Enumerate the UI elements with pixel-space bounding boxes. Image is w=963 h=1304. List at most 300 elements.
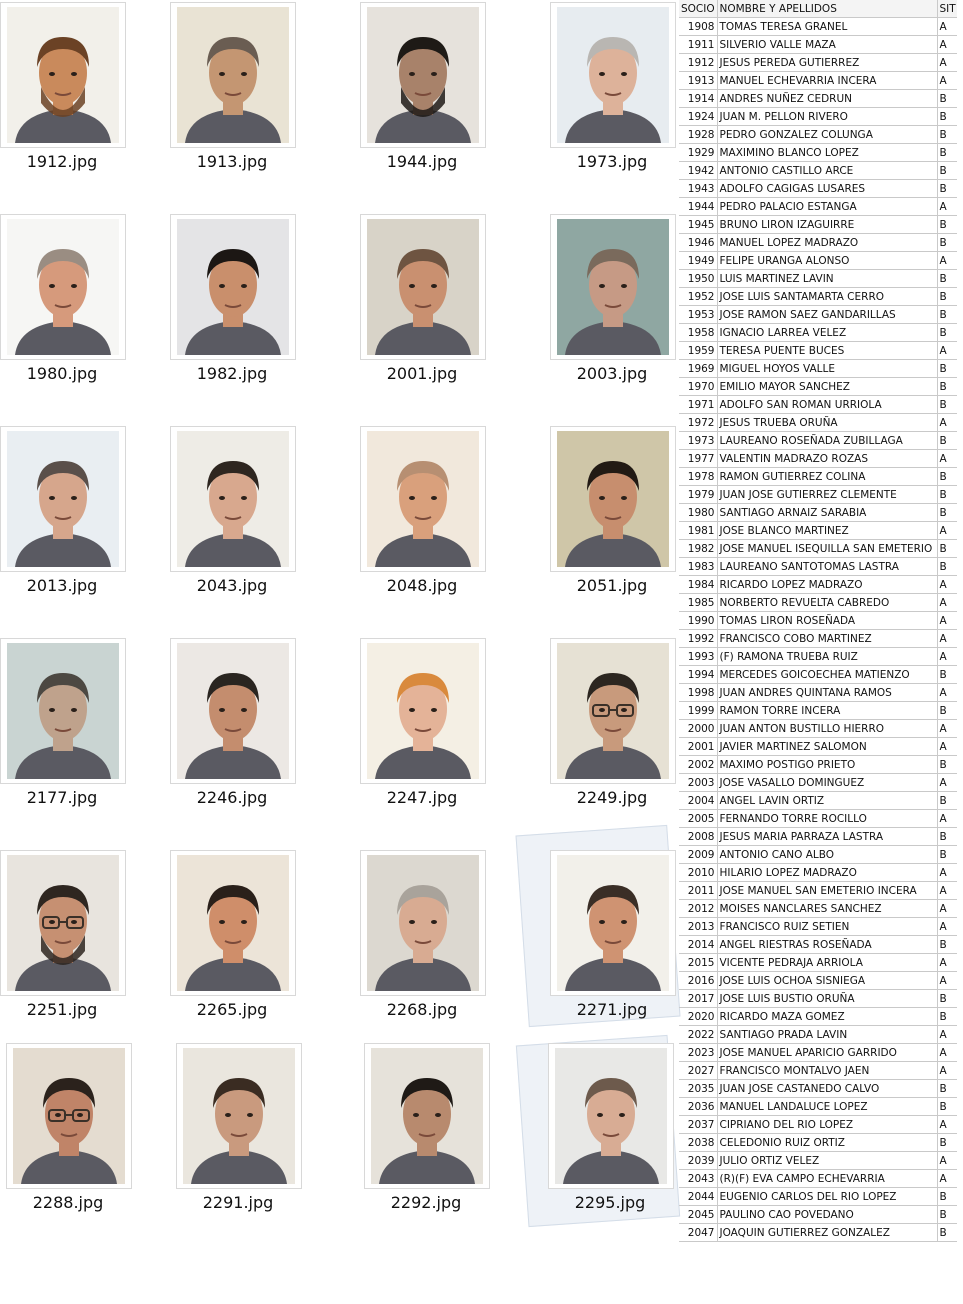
cell-name: MERCEDES GOICOECHEA MATIENZO: [717, 666, 937, 684]
photo-filename[interactable]: 2051.jpg: [576, 576, 648, 595]
cell-name: JOSE MANUEL APARICIO GARRIDO: [717, 1044, 937, 1062]
cell-sit: A: [937, 54, 957, 72]
photo-thumbnail[interactable]: [360, 426, 486, 572]
cell-sit: B: [937, 792, 957, 810]
cell-socio: 2004: [679, 792, 717, 810]
cell-sit: B: [937, 486, 957, 504]
cell-socio: 1970: [679, 378, 717, 396]
cell-socio: 1958: [679, 324, 717, 342]
cell-name: EMILIO MAYOR SANCHEZ: [717, 378, 937, 396]
cell-sit: B: [937, 306, 957, 324]
table-row: [679, 702, 957, 720]
cell-socio: 2043: [679, 1170, 717, 1188]
portrait-image: [7, 855, 119, 991]
cell-sit: A: [937, 810, 957, 828]
cell-socio: 1945: [679, 216, 717, 234]
cell-name: IGNACIO LARREA VELEZ: [717, 324, 937, 342]
portrait-image: [557, 219, 669, 355]
portrait-image: [367, 431, 479, 567]
portrait-image: [7, 7, 119, 143]
cell-name: RICARDO MAZA GOMEZ: [717, 1008, 937, 1026]
photo-filename[interactable]: 2043.jpg: [196, 576, 268, 595]
photo-thumbnail[interactable]: [170, 2, 296, 148]
cell-name: LAUREANO SANTOTOMAS LASTRA: [717, 558, 937, 576]
table-row: [679, 234, 957, 252]
photo-thumbnail[interactable]: [548, 1043, 674, 1189]
cell-name: VALENTIN MADRAZO ROZAS: [717, 450, 937, 468]
table-row: [679, 630, 957, 648]
cell-socio: 1973: [679, 432, 717, 450]
cell-sit: B: [937, 666, 957, 684]
table-row: [679, 954, 957, 972]
photo-tile[interactable]: [170, 214, 320, 404]
table-row: [679, 522, 957, 540]
cell-name: (F) RAMONA TRUEBA RUIZ: [717, 648, 937, 666]
cell-socio: 2002: [679, 756, 717, 774]
cell-sit: B: [937, 1008, 957, 1026]
table-row: [679, 738, 957, 756]
photo-tile[interactable]: [548, 1043, 698, 1233]
column-header-sit: SIT: [937, 0, 957, 18]
cell-sit: B: [937, 432, 957, 450]
photo-thumbnail[interactable]: [176, 1043, 302, 1189]
cell-name: BRUNO LIRON IZAGUIRRE: [717, 216, 937, 234]
photo-tile[interactable]: [360, 850, 510, 1040]
cell-sit: A: [937, 684, 957, 702]
portrait-image: [367, 219, 479, 355]
table-row: [679, 990, 957, 1008]
photo-tile[interactable]: [550, 850, 700, 1040]
cell-sit: A: [937, 594, 957, 612]
cell-name: FELIPE URANGA ALONSO: [717, 252, 937, 270]
photo-thumbnail[interactable]: [550, 426, 676, 572]
table-row: [679, 1098, 957, 1116]
cell-socio: 1982: [679, 540, 717, 558]
cell-name: MAXIMO POSTIGO PRIETO: [717, 756, 937, 774]
cell-socio: 1942: [679, 162, 717, 180]
table-row: [679, 936, 957, 954]
cell-sit: A: [937, 1062, 957, 1080]
table-row: [679, 306, 957, 324]
cell-name: JUAN ANDRES QUINTANA RAMOS: [717, 684, 937, 702]
table-row: [679, 684, 957, 702]
cell-name: JESUS MARIA PARRAZA LASTRA: [717, 828, 937, 846]
cell-name: RAMON GUTIERREZ COLINA: [717, 468, 937, 486]
cell-name: MANUEL LANDALUCE LOPEZ: [717, 1098, 937, 1116]
photo-filename[interactable]: 1982.jpg: [196, 364, 268, 383]
table-row: [679, 144, 957, 162]
table-row: [679, 180, 957, 198]
cell-sit: B: [937, 360, 957, 378]
portrait-image: [557, 7, 669, 143]
cell-name: MANUEL LOPEZ MADRAZO: [717, 234, 937, 252]
photo-filename[interactable]: 2271.jpg: [576, 1000, 648, 1019]
cell-socio: 1998: [679, 684, 717, 702]
photo-filename[interactable]: 2001.jpg: [386, 364, 458, 383]
photo-filename[interactable]: 1913.jpg: [196, 152, 268, 171]
cell-name: CELEDONIO RUIZ ORTIZ: [717, 1134, 937, 1152]
table-row: [679, 1224, 957, 1242]
cell-name: JESUS TRUEBA ORUÑA: [717, 414, 937, 432]
table-row: [679, 774, 957, 792]
portrait-image: [557, 431, 669, 567]
cell-name: JULIO ORTIZ VELEZ: [717, 1152, 937, 1170]
portrait-image: [367, 643, 479, 779]
cell-socio: 1994: [679, 666, 717, 684]
cell-sit: B: [937, 126, 957, 144]
portrait-image: [7, 219, 119, 355]
photo-tile[interactable]: [176, 1043, 326, 1233]
cell-socio: 1985: [679, 594, 717, 612]
cell-name: JUAN M. PELLON RIVERO: [717, 108, 937, 126]
cell-socio: 1949: [679, 252, 717, 270]
cell-sit: B: [937, 558, 957, 576]
photo-thumbnail[interactable]: [0, 850, 126, 996]
photo-filename[interactable]: 1980.jpg: [26, 364, 98, 383]
table-row: [679, 252, 957, 270]
cell-sit: A: [937, 1152, 957, 1170]
cell-socio: 1911: [679, 36, 717, 54]
cell-sit: B: [937, 990, 957, 1008]
cell-socio: 1979: [679, 486, 717, 504]
cell-socio: 2015: [679, 954, 717, 972]
photo-tile[interactable]: [550, 2, 700, 192]
cell-socio: 1978: [679, 468, 717, 486]
cell-socio: 2036: [679, 1098, 717, 1116]
table-row: [679, 900, 957, 918]
cell-socio: 1929: [679, 144, 717, 162]
portrait-image: [177, 219, 289, 355]
cell-socio: 2013: [679, 918, 717, 936]
table-row: [679, 540, 957, 558]
cell-name: (R)(F) EVA CAMPO ECHEVARRIA: [717, 1170, 937, 1188]
table-row: [679, 324, 957, 342]
photo-tile[interactable]: [0, 426, 150, 616]
cell-name: JUAN JOSE CASTANEDO CALVO: [717, 1080, 937, 1098]
cell-name: JESUS PEREDA GUTIERREZ: [717, 54, 937, 72]
table-row: [679, 162, 957, 180]
cell-name: CIPRIANO DEL RIO LOPEZ: [717, 1116, 937, 1134]
table-header-row: [679, 0, 957, 18]
cell-socio: 1908: [679, 18, 717, 36]
table-row: [679, 90, 957, 108]
cell-name: PEDRO PALACIO ESTANGA: [717, 198, 937, 216]
photo-filename[interactable]: 2177.jpg: [26, 788, 98, 807]
cell-sit: B: [937, 1224, 957, 1242]
photo-filename[interactable]: 2013.jpg: [26, 576, 98, 595]
portrait-image: [367, 855, 479, 991]
photo-tile[interactable]: [550, 638, 700, 828]
photo-tile[interactable]: [360, 2, 510, 192]
cell-socio: 1990: [679, 612, 717, 630]
cell-name: JUAN JOSE GUTIERREZ CLEMENTE: [717, 486, 937, 504]
cell-sit: A: [937, 612, 957, 630]
table-row: [679, 576, 957, 594]
table-row: [679, 1062, 957, 1080]
cell-socio: 1977: [679, 450, 717, 468]
photo-tile[interactable]: [364, 1043, 514, 1233]
cell-name: ANTONIO CANO ALBO: [717, 846, 937, 864]
cell-sit: A: [937, 414, 957, 432]
table-row: [679, 648, 957, 666]
cell-name: RICARDO LOPEZ MADRAZO: [717, 576, 937, 594]
cell-name: SILVERIO VALLE MAZA: [717, 36, 937, 54]
photo-filename[interactable]: 1944.jpg: [386, 152, 458, 171]
photo-thumbnail[interactable]: [550, 638, 676, 784]
photo-thumbnail[interactable]: [170, 426, 296, 572]
cell-socio: 1984: [679, 576, 717, 594]
cell-name: LAUREANO ROSEÑADA ZUBILLAGA: [717, 432, 937, 450]
cell-sit: A: [937, 1116, 957, 1134]
cell-socio: 1969: [679, 360, 717, 378]
cell-socio: 2020: [679, 1008, 717, 1026]
cell-name: ADOLFO SAN ROMAN URRIOLA: [717, 396, 937, 414]
photo-thumbnail[interactable]: [170, 214, 296, 360]
table-row: [679, 18, 957, 36]
photo-tile[interactable]: [550, 426, 700, 616]
cell-socio: 2045: [679, 1206, 717, 1224]
table-row: [679, 108, 957, 126]
cell-name: FRANCISCO MONTALVO JAEN: [717, 1062, 937, 1080]
table-row: [679, 396, 957, 414]
cell-sit: B: [937, 1188, 957, 1206]
photo-tile[interactable]: [550, 214, 700, 404]
table-row: [679, 846, 957, 864]
cell-sit: B: [937, 396, 957, 414]
photo-thumbnail[interactable]: [0, 2, 126, 148]
portrait-image: [177, 431, 289, 567]
cell-socio: 1971: [679, 396, 717, 414]
table-row: [679, 1206, 957, 1224]
photo-thumbnail[interactable]: [360, 2, 486, 148]
cell-socio: 2003: [679, 774, 717, 792]
table-row: [679, 1152, 957, 1170]
portrait-image: [367, 7, 479, 143]
cell-name: HILARIO LOPEZ MADRAZO: [717, 864, 937, 882]
cell-sit: B: [937, 216, 957, 234]
cell-socio: 2001: [679, 738, 717, 756]
table-row: [679, 612, 957, 630]
photo-tile[interactable]: [170, 638, 320, 828]
cell-socio: 1943: [679, 180, 717, 198]
cell-name: EUGENIO CARLOS DEL RIO LOPEZ: [717, 1188, 937, 1206]
cell-socio: 1912: [679, 54, 717, 72]
cell-name: SANTIAGO PRADA LAVIN: [717, 1026, 937, 1044]
cell-socio: 1972: [679, 414, 717, 432]
cell-name: JOSE RAMON SAEZ GANDARILLAS: [717, 306, 937, 324]
portrait-image: [7, 431, 119, 567]
photo-thumbnail[interactable]: [364, 1043, 490, 1189]
photo-tile[interactable]: [0, 638, 150, 828]
photo-filename[interactable]: 2247.jpg: [386, 788, 458, 807]
photo-tile[interactable]: [360, 426, 510, 616]
cell-sit: B: [937, 540, 957, 558]
table-row: [679, 810, 957, 828]
cell-socio: 2038: [679, 1134, 717, 1152]
portrait-image: [557, 855, 669, 991]
cell-name: ADOLFO CAGIGAS LUSARES: [717, 180, 937, 198]
photo-thumbnail[interactable]: [0, 638, 126, 784]
portrait-image: [177, 855, 289, 991]
photo-tile[interactable]: [360, 638, 510, 828]
portrait-image: [7, 643, 119, 779]
photo-thumbnail[interactable]: [0, 214, 126, 360]
table-row: [679, 414, 957, 432]
table-row: [679, 54, 957, 72]
cell-sit: A: [937, 198, 957, 216]
photo-filename[interactable]: 1912.jpg: [26, 152, 98, 171]
photo-filename[interactable]: 2288.jpg: [32, 1193, 104, 1212]
cell-sit: A: [937, 1026, 957, 1044]
cell-sit: B: [937, 378, 957, 396]
photo-tile[interactable]: [0, 214, 150, 404]
photo-thumbnail[interactable]: [6, 1043, 132, 1189]
cell-name: MOISES NANCLARES SANCHEZ: [717, 900, 937, 918]
cell-socio: 1992: [679, 630, 717, 648]
table-row: [679, 594, 957, 612]
photo-tile[interactable]: [0, 2, 150, 192]
cell-name: JOAQUIN GUTIERREZ GONZALEZ: [717, 1224, 937, 1242]
cell-name: JOSE VASALLO DOMINGUEZ: [717, 774, 937, 792]
cell-sit: B: [937, 108, 957, 126]
cell-name: VICENTE PEDRAJA ARRIOLA: [717, 954, 937, 972]
portrait-image: [177, 643, 289, 779]
table-row: [679, 198, 957, 216]
photo-tile[interactable]: [6, 1043, 156, 1233]
photo-thumbnail[interactable]: [360, 850, 486, 996]
photo-filename[interactable]: 2295.jpg: [574, 1193, 646, 1212]
cell-sit: A: [937, 72, 957, 90]
portrait-image: [371, 1048, 483, 1184]
cell-socio: 2022: [679, 1026, 717, 1044]
cell-socio: 1999: [679, 702, 717, 720]
photo-thumbnail[interactable]: [550, 214, 676, 360]
table-row: [679, 828, 957, 846]
photo-filename[interactable]: 2048.jpg: [386, 576, 458, 595]
cell-name: ANTONIO CASTILLO ARCE: [717, 162, 937, 180]
cell-sit: B: [937, 504, 957, 522]
cell-name: PEDRO GONZALEZ COLUNGA: [717, 126, 937, 144]
table-row: [679, 1080, 957, 1098]
cell-sit: B: [937, 324, 957, 342]
table-row: [679, 882, 957, 900]
table-row: [679, 1188, 957, 1206]
table-row: [679, 792, 957, 810]
photo-tile[interactable]: [170, 426, 320, 616]
cell-socio: 2012: [679, 900, 717, 918]
photo-thumbnail[interactable]: [360, 638, 486, 784]
cell-socio: 2000: [679, 720, 717, 738]
photo-filename[interactable]: 2249.jpg: [576, 788, 648, 807]
table-row: [679, 432, 957, 450]
table-row: [679, 288, 957, 306]
cell-name: JOSE BLANCO MARTINEZ: [717, 522, 937, 540]
cell-name: NORBERTO REVUELTA CABREDO: [717, 594, 937, 612]
cell-name: JUAN ANTON BUSTILLO HIERRO: [717, 720, 937, 738]
photo-filename[interactable]: 2292.jpg: [390, 1193, 462, 1212]
cell-socio: 2008: [679, 828, 717, 846]
cell-sit: A: [937, 450, 957, 468]
photo-tile[interactable]: [0, 850, 150, 1040]
photo-thumbnail[interactable]: [170, 850, 296, 996]
photo-thumbnail[interactable]: [170, 638, 296, 784]
photo-thumbnail[interactable]: [550, 2, 676, 148]
photo-thumbnail[interactable]: [0, 426, 126, 572]
cell-socio: 2014: [679, 936, 717, 954]
cell-socio: 1959: [679, 342, 717, 360]
table-row: [679, 1026, 957, 1044]
table-row: [679, 720, 957, 738]
table-row: [679, 468, 957, 486]
cell-sit: A: [937, 774, 957, 792]
cell-name: JAVIER MARTINEZ SALOMON: [717, 738, 937, 756]
cell-socio: 1981: [679, 522, 717, 540]
cell-sit: B: [937, 756, 957, 774]
table-row: [679, 72, 957, 90]
portrait-image: [13, 1048, 125, 1184]
cell-sit: B: [937, 180, 957, 198]
photo-filename[interactable]: 2268.jpg: [386, 1000, 458, 1019]
table-row: [679, 504, 957, 522]
table-row: [679, 1116, 957, 1134]
photo-filename[interactable]: 2251.jpg: [26, 1000, 98, 1019]
cell-name: JOSE MANUEL SAN EMETERIO INCERA: [717, 882, 937, 900]
cell-socio: 2005: [679, 810, 717, 828]
photo-filename[interactable]: 1973.jpg: [576, 152, 648, 171]
cell-socio: 2044: [679, 1188, 717, 1206]
table-row: [679, 216, 957, 234]
cell-sit: A: [937, 342, 957, 360]
table-row: [679, 864, 957, 882]
photo-filename[interactable]: 2003.jpg: [576, 364, 648, 383]
cell-socio: 1953: [679, 306, 717, 324]
table-row: [679, 126, 957, 144]
cell-socio: 1980: [679, 504, 717, 522]
table-row: [679, 918, 957, 936]
cell-socio: 1952: [679, 288, 717, 306]
photo-thumbnail[interactable]: [550, 850, 676, 996]
photo-filename[interactable]: 2265.jpg: [196, 1000, 268, 1019]
cell-sit: B: [937, 1134, 957, 1152]
photo-tile[interactable]: [170, 850, 320, 1040]
cell-name: MANUEL ECHEVARRIA INCERA: [717, 72, 937, 90]
photo-filename[interactable]: 2246.jpg: [196, 788, 268, 807]
cell-sit: B: [937, 936, 957, 954]
table-body: [679, 18, 957, 1242]
cell-sit: A: [937, 36, 957, 54]
cell-sit: B: [937, 1098, 957, 1116]
photo-filename[interactable]: 2291.jpg: [202, 1193, 274, 1212]
cell-socio: 1914: [679, 90, 717, 108]
table-row: [679, 378, 957, 396]
cell-name: RAMON TORRE INCERA: [717, 702, 937, 720]
cell-sit: B: [937, 846, 957, 864]
cell-name: MIGUEL HOYOS VALLE: [717, 360, 937, 378]
photo-thumbnail[interactable]: [360, 214, 486, 360]
cell-name: TERESA PUENTE BUCES: [717, 342, 937, 360]
cell-sit: A: [937, 720, 957, 738]
portrait-image: [555, 1048, 667, 1184]
cell-sit: A: [937, 882, 957, 900]
cell-socio: 1924: [679, 108, 717, 126]
cell-socio: 1950: [679, 270, 717, 288]
member-table: [679, 0, 957, 1242]
table-row: [679, 1008, 957, 1026]
cell-name: SANTIAGO ARNAIZ SARABIA: [717, 504, 937, 522]
cell-sit: B: [937, 270, 957, 288]
photo-tile[interactable]: [170, 2, 320, 192]
photo-tile[interactable]: [360, 214, 510, 404]
